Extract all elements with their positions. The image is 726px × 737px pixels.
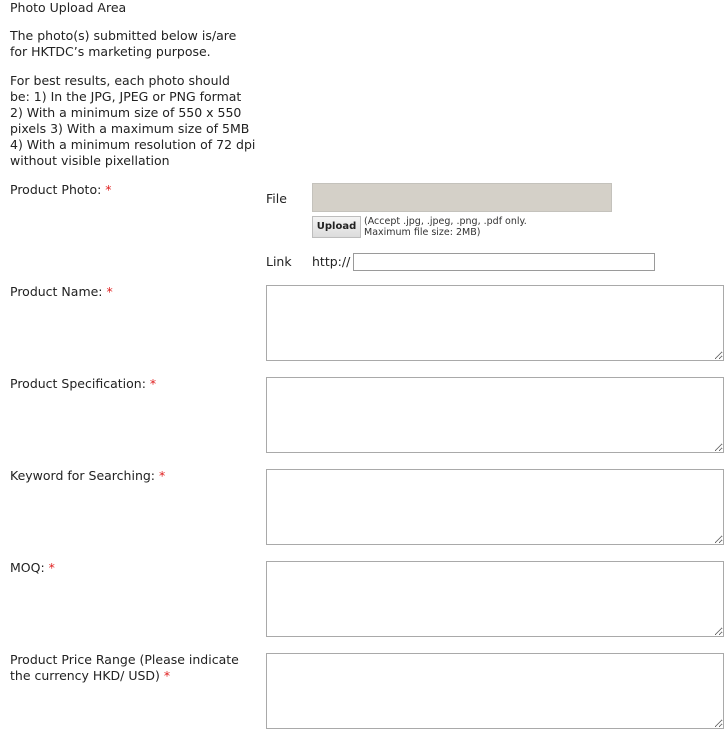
product-name-label-text: Product Name: — [10, 284, 103, 299]
product-specification-label-text: Product Specification: — [10, 376, 146, 391]
required-marker: * — [149, 376, 157, 391]
price-range-label-line: Product Price Range (Please indicate — [10, 652, 239, 667]
product-photo-label-text: Product Photo: — [10, 182, 102, 197]
requirements-line: For best results, each photo should — [10, 73, 230, 88]
upload-note-line: Maximum file size: 2MB) — [364, 226, 481, 238]
keyword-textarea[interactable] — [266, 469, 724, 545]
file-label: File — [266, 191, 287, 206]
photo-requirements-text — [10, 73, 262, 169]
requirements-line: without visible pixellation — [10, 153, 170, 168]
link-input[interactable] — [353, 253, 655, 271]
product-name-textarea[interactable] — [266, 285, 724, 361]
product-specification-label — [10, 376, 156, 392]
file-input[interactable] — [312, 183, 612, 212]
moq-label-text: MOQ: — [10, 560, 45, 575]
intro-text — [10, 28, 262, 60]
required-marker: * — [48, 560, 55, 575]
price-range-label — [10, 652, 239, 684]
requirements-line: 4) With a minimum resolution of 72 dpi — [10, 137, 256, 152]
required-marker: * — [159, 468, 166, 483]
intro-line: The photo(s) submitted below is/are — [10, 28, 237, 43]
upload-note — [364, 217, 527, 238]
intro-line: for HKTDC’s marketing purpose. — [10, 44, 211, 59]
required-marker: * — [163, 668, 171, 683]
upload-button[interactable]: Upload — [312, 216, 361, 238]
keyword-label — [10, 468, 165, 484]
required-marker: * — [105, 182, 112, 197]
requirements-line: be: 1) In the JPG, JPEG or PNG format — [10, 89, 242, 104]
price-range-label-text: the currency HKD/ USD) — [10, 668, 160, 683]
upload-note-line: (Accept .jpg, .jpeg, .png, .pdf only. — [364, 216, 527, 227]
price-range-textarea[interactable] — [266, 653, 724, 729]
price-range-label-line2 — [10, 668, 239, 684]
keyword-label-text: Keyword for Searching: — [10, 468, 156, 483]
required-marker: * — [106, 284, 113, 299]
product-specification-textarea[interactable] — [266, 377, 724, 453]
moq-label — [10, 560, 55, 576]
requirements-line: pixels 3) With a maximum size of 5MB — [10, 121, 250, 136]
product-photo-label — [10, 182, 112, 198]
moq-textarea[interactable] — [266, 561, 724, 637]
section-title: Photo Upload Area — [10, 0, 127, 15]
link-prefix: http:// — [312, 254, 351, 269]
requirements-line: 2) With a minimum size of 550 x 550 — [10, 105, 242, 120]
link-label: Link — [266, 254, 292, 269]
product-name-label — [10, 284, 113, 300]
